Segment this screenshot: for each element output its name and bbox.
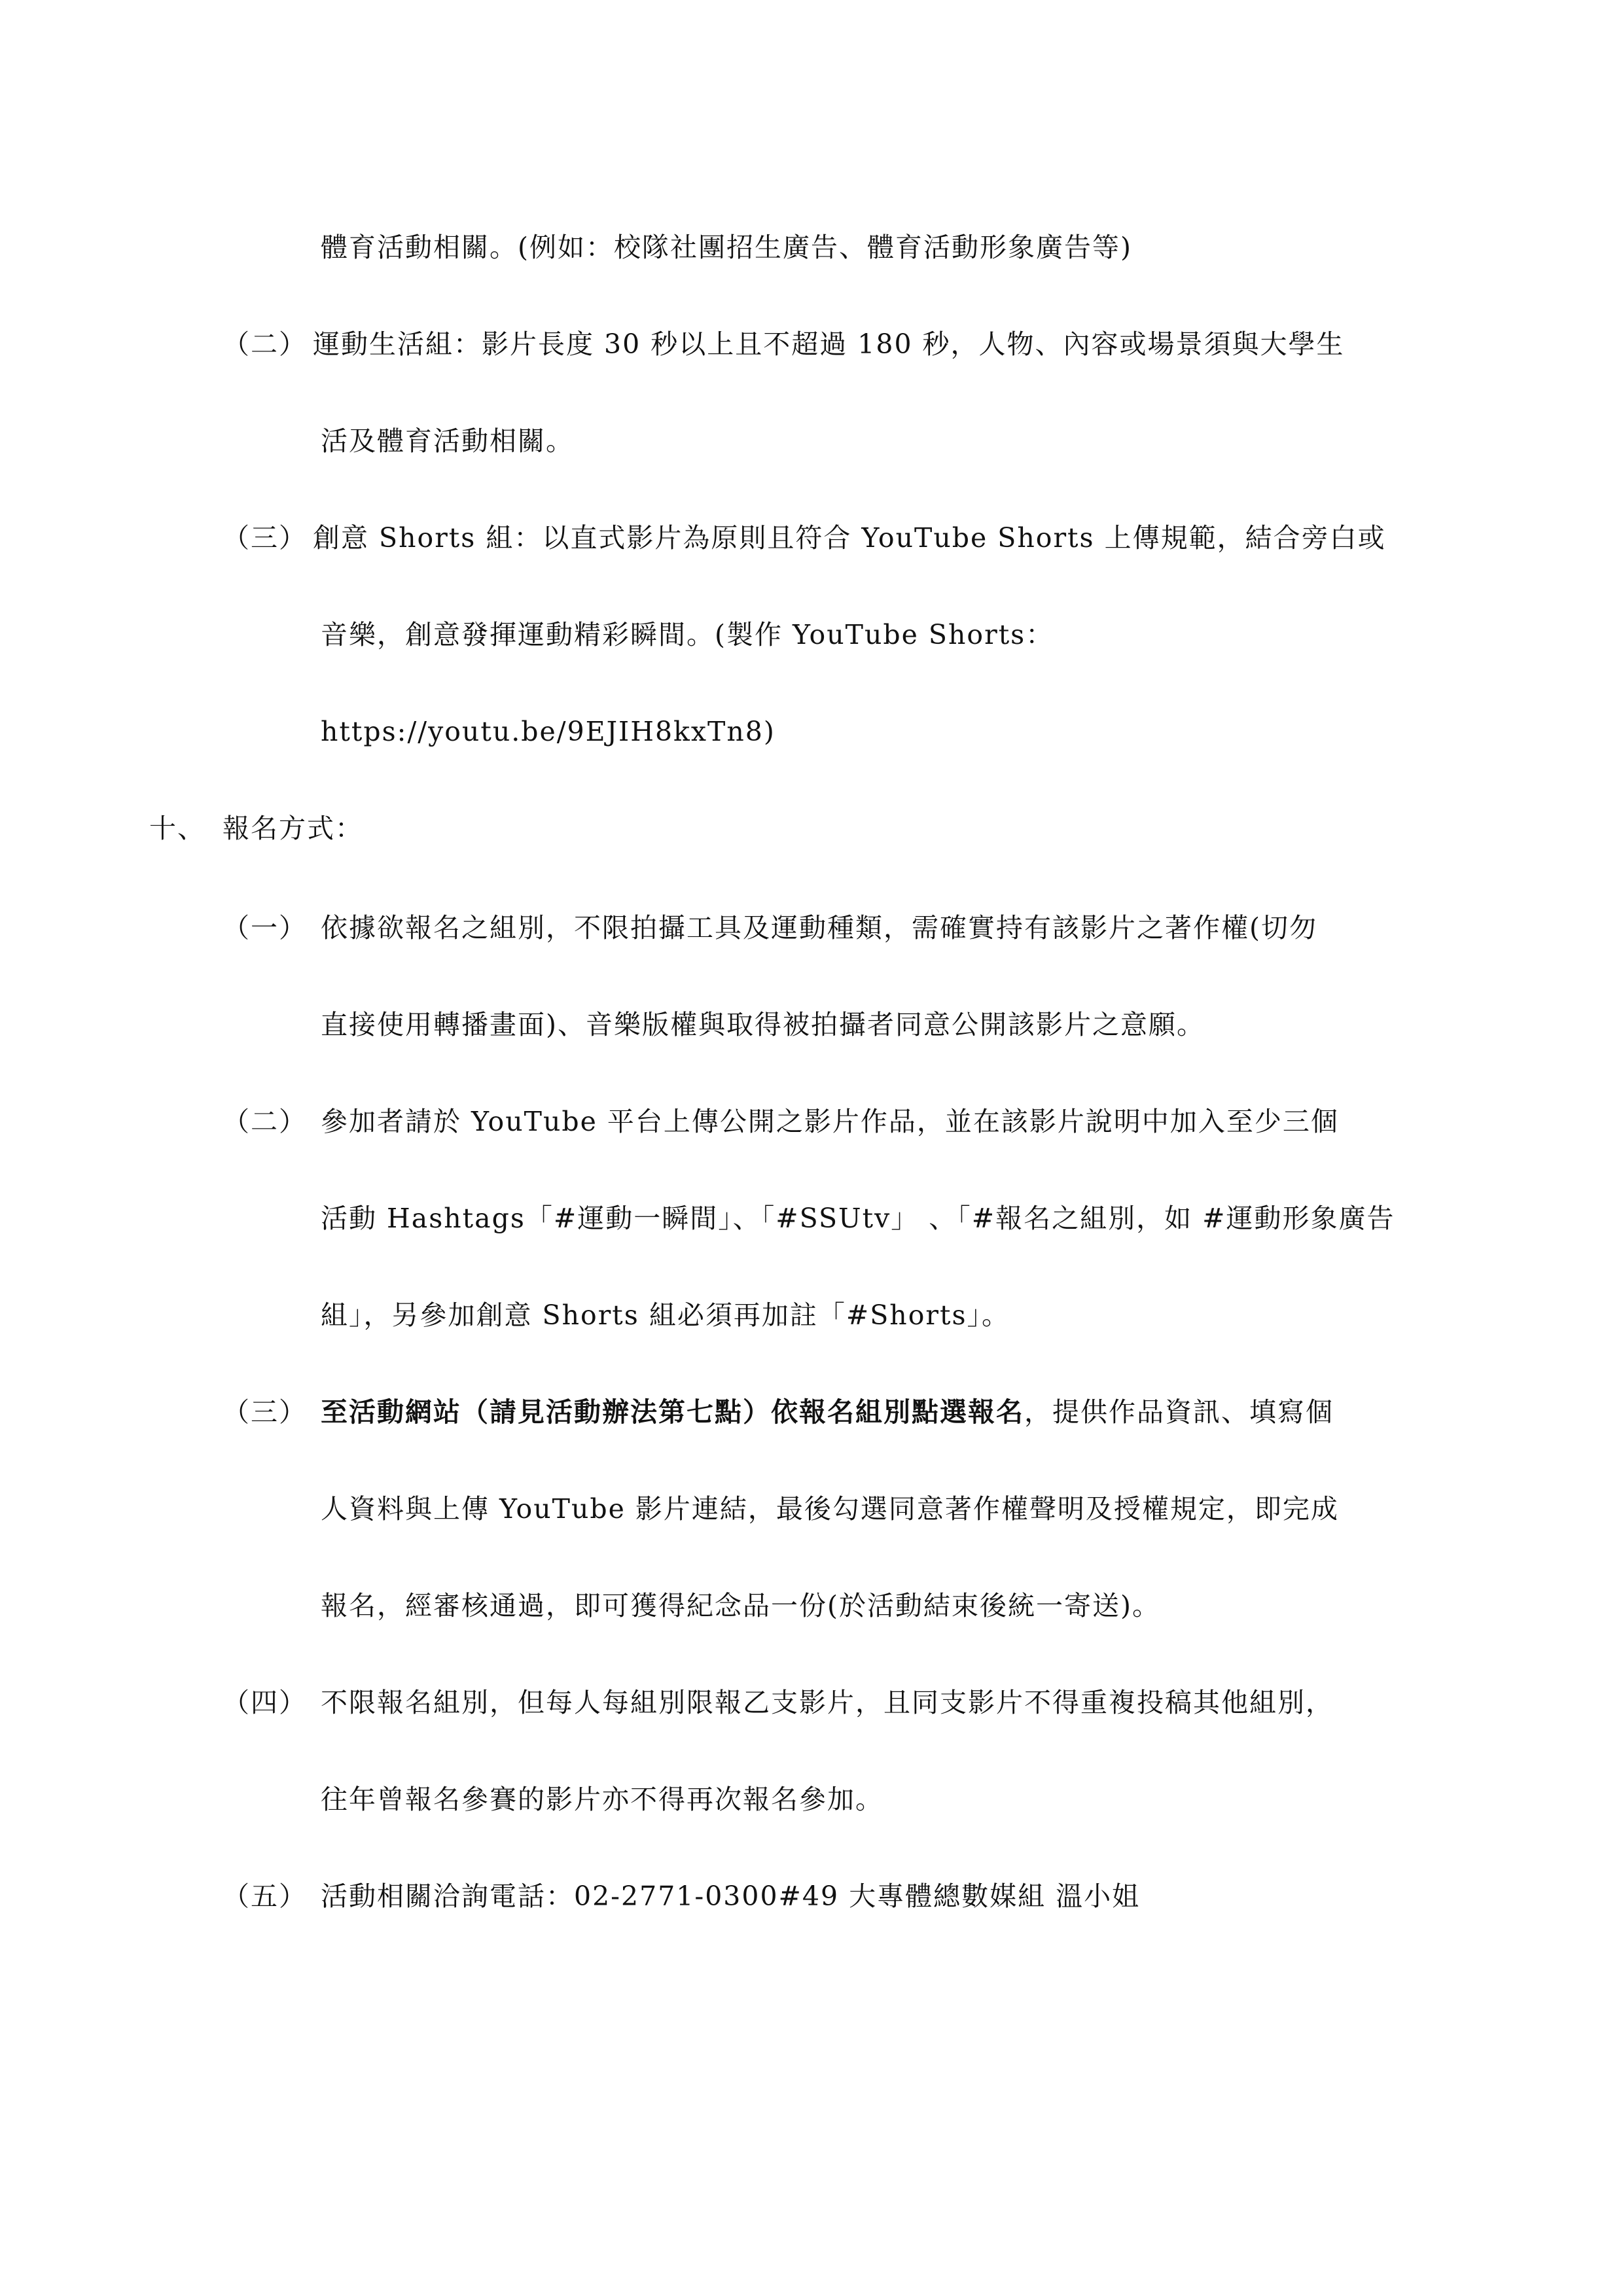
s9-item3-line1: 創意 Shorts 組：以直式影片為原則且符合 YouTube Shorts 上傳規範，結合旁白或	[313, 522, 1386, 554]
s9-item3-marker: （三）	[223, 522, 307, 554]
s10-item4-marker: （四）	[223, 1687, 307, 1718]
s10-item3-marker: （三）	[223, 1396, 307, 1428]
s10-item5-marker: （五）	[223, 1881, 307, 1912]
s9-item2-marker: （二）	[223, 328, 307, 360]
s10-marker: 十、	[149, 813, 205, 844]
s10-title: 報名方式：	[223, 813, 363, 844]
s10-item3-line1-rest: ，提供作品資訊、填寫個	[1024, 1396, 1334, 1428]
s9-item3-line2: 音樂，創意發揮運動精彩瞬間。(製作 YouTube Shorts：	[321, 619, 1054, 650]
s10-item2-line2: 活動 Hashtags「#運動一瞬間」、「#SSUtv」 、「#報名之組別，如 #運動形象廣告	[321, 1203, 1395, 1234]
s10-item1-line1: 依據欲報名之組別，不限拍攝工具及運動種類，需確實持有該影片之著作權(切勿	[321, 912, 1317, 944]
s9-item2-line1: 運動生活組：影片長度 30 秒以上且不超過 180 秒，人物、內容或場景須與大學生	[313, 328, 1345, 360]
s9-item3-link: https://youtu.be/9EJIH8kxTn8)	[321, 716, 776, 747]
s10-item4-line1: 不限報名組別，但每人每組別限報乙支影片，且同支影片不得重複投稿其他組別，	[321, 1687, 1334, 1718]
s10-item3-line1	[321, 1392, 1334, 1432]
s10-item3-line2: 人資料與上傳 YouTube 影片連結，最後勾選同意著作權聲明及授權規定，即完成	[321, 1493, 1339, 1525]
s10-item3-line3: 報名，經審核通過，即可獲得紀念品一份(於活動結束後統一寄送)。	[321, 1590, 1160, 1621]
s10-item2-marker: （二）	[223, 1106, 307, 1137]
s9-item2-line2: 活及體育活動相關。	[321, 425, 574, 457]
s10-item1-line2: 直接使用轉播畫面)、音樂版權與取得被拍攝者同意公開該影片之意願。	[321, 1009, 1205, 1040]
s9-item1-continuation: 體育活動相關。(例如：校隊社團招生廣告、體育活動形象廣告等)	[321, 232, 1132, 263]
s10-item2-line1: 參加者請於 YouTube 平台上傳公開之影片作品，並在該影片說明中加入至少三個	[321, 1106, 1339, 1137]
s10-item5-line1: 活動相關洽詢電話：02-2771-0300#49 大專體總數媒組 溫小姐	[321, 1881, 1141, 1912]
s10-item2-line3: 組」，另參加創意 Shorts 組必須再加註「#Shorts」。	[321, 1299, 1010, 1331]
s10-item3-bold-lead: 至活動網站（請見活動辦法第七點）依報名組別點選報名	[321, 1396, 1024, 1428]
s10-item1-marker: （一）	[223, 912, 307, 944]
s10-item4-line2: 往年曾報名參賽的影片亦不得再次報名參加。	[321, 1784, 883, 1815]
